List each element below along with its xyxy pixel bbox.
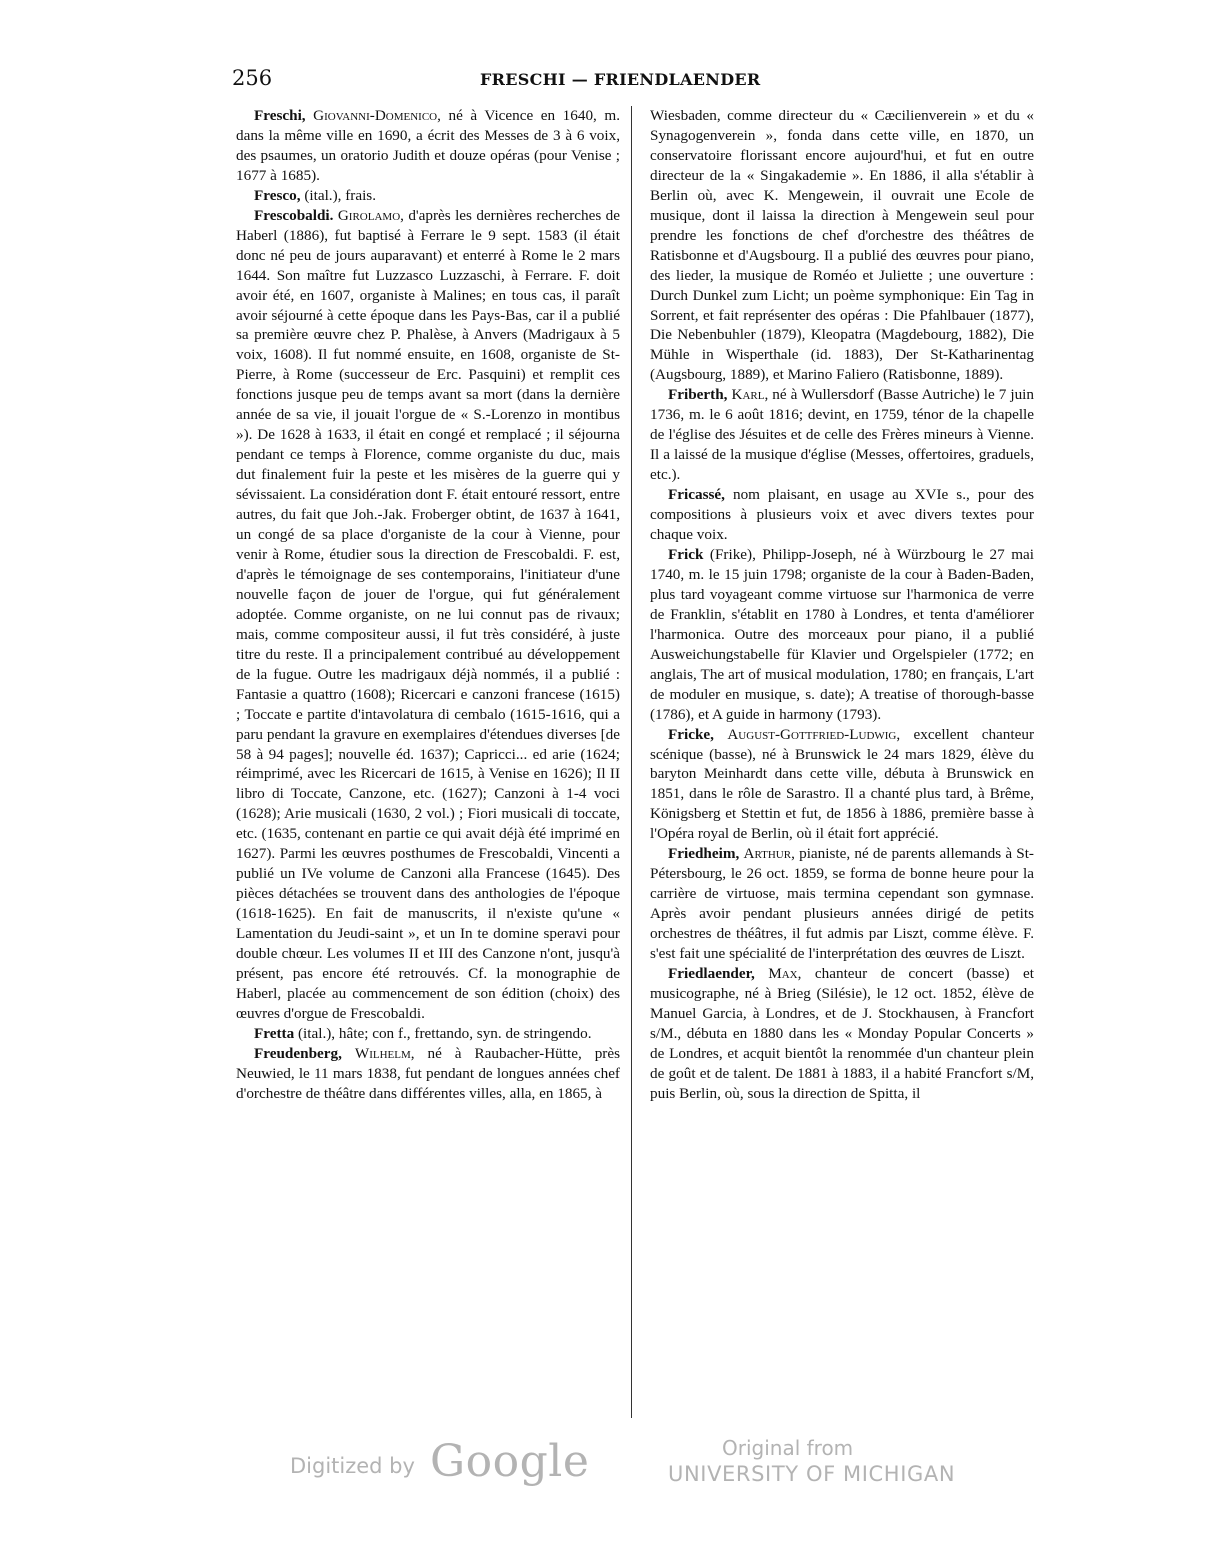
running-head: FRESCHI — FRIENDLAENDER (480, 70, 761, 89)
entry-forenames: Max (768, 964, 798, 982)
entry-headword: Friberth, (668, 386, 728, 404)
entry-text: , excellent chanteur scénique (basse), né à Brunswick le 24 mars 1829, élève du baryton Meinhardt dans cette ville, débuta à Brunswick en 1851, dans le rôle de Sarastro. Il a chanté plus tard, à Brême, Königsberg et Stettin et fut, de 1856 à 1886, première basse à l'Opéra royal de Berlin, où il était fort apprécié. (650, 725, 1035, 843)
entry-text: , né à Raubacher-Hütte, près Neuwied, le 11 mars 1838, fut pendant de longues années chef d'orchestre de théâtre dans différentes villes, alla, en 1865, à (236, 1044, 620, 1102)
entry-text: , né à Vicence en 1640, m. dans la même ville en 1690, a écrit des Messes de 3 à 6 voix, des psaumes, un oratorio Judith et douze opéras (pour Venise ; 1677 à 1685). (236, 107, 621, 184)
dictionary-entry (236, 1044, 620, 1104)
entry-forenames: August-Gottfried-Ludwig (727, 725, 897, 743)
dictionary-entry (650, 385, 1034, 485)
dictionary-entry (650, 485, 1034, 545)
entry-headword: Freudenberg, (254, 1044, 342, 1062)
entry-headword: Frick (668, 545, 704, 563)
page-header (230, 66, 1040, 98)
entry-forenames: Wilhelm (354, 1044, 411, 1062)
entry-text: , né à Wullersdorf (Basse Autriche) le 7 juin 1736, m. le 6 août 1816; devint, en 1759, ténor de la chapelle de l'église des Jésuites et de celle des Frères mineurs à Vienne. Il a laissé de la musique d'église (Messes, offertoires, graduels, etc.). (650, 386, 1034, 484)
page-number: 256 (232, 66, 273, 90)
digitized-by-label: Digitized by (290, 1454, 415, 1478)
google-logo: Google (430, 1436, 590, 1487)
dictionary-entry (650, 106, 1034, 385)
university-label: UNIVERSITY OF MICHIGAN (668, 1462, 956, 1486)
entry-headword: Friedlaender, (668, 964, 755, 982)
entry-text: Wiesbaden, comme directeur du « Cæcilienverein » et du « Synagogenverein », fonda dans cette ville, en 1870, un conservatoire florissant encore aujourd'hui, et fut en outre directeur de la « Singakademie ». En 1886, il alla s'établir à Berlin où, avec K. Mengewein, il ouvrait une Ecole de musique, dont il laissa la direction à Mengewein seul pour prendre les fonctions de chef d'orchestre des théâtres de Ratisbonne et d'Augsbourg. Il a publié des œuvres pour piano, des lieder, la musique de Roméo et Juliette ; une ouverture : Durch Dunkel zum Licht; un poème symphonique: Ein Tag in Sorrent, et fait représenter des opéras : Die Pfahlbauer (1877), Die Nebenbuhler (1879), Kleopatra (Magdebourg, 1882), Die Mühle in Wisperthale (id. 1883), Der St-Katharinentag (Augsbourg, 1889), et Marino Faliero (Ratisbonne, 1889). (650, 107, 1034, 384)
dictionary-entry (650, 545, 1034, 725)
entry-forenames: Karl (731, 386, 765, 404)
entry-text: (ital.), hâte; con f., frettando, syn. de stringendo. (294, 1024, 592, 1042)
column-divider (631, 106, 632, 1418)
entry-forenames: Girolamo (337, 206, 401, 224)
dictionary-entry (236, 1024, 620, 1044)
dictionary-entry (236, 206, 620, 1024)
dictionary-entry (236, 186, 620, 206)
left-column (236, 106, 620, 1104)
entry-headword: Fricke, (668, 725, 714, 743)
entry-headword: Friedheim, (668, 845, 740, 863)
entry-headword: Fresco, (254, 186, 301, 204)
dictionary-entry (650, 964, 1034, 1104)
dictionary-entry (650, 844, 1034, 964)
entry-text: (Frike), Philipp-Joseph, né à Würzbourg le 27 mai 1740, m. le 15 juin 1798; organiste de la cour à Baden-Baden, plus tard voyageant comme virtuose sur l'harmonica de verre de Franklin, s'établit en 1780 à Londres, et tenta d'améliorer l'harmonica. Outre des morceaux pour piano, il a publié Ausweichungstabelle für Klavier und Orgelspieler (1772; en anglais, The art of musical modulation, 1780; en français, L'art de moduler en musique, s. date); A treatise of thorough-basse (1786), et A guide in harmony (1793). (650, 545, 1034, 723)
entry-text: , chanteur de concert (basse) et musicographe, né à Brieg (Silésie), le 12 oct. 1852, élève de Manuel Garcia, à Londres, et de J. Stockhausen, à Francfort s/M., débuta en 1880 dans les « Monday Popular Concerts » de Londres, et acquit bientôt la renommée d'un chanteur plein de goût et de talent. De 1881 à 1883, il a habité Francfort s/M, puis Berlin, où, sous la direction de Spitta, il (650, 964, 1035, 1102)
original-from-label: Original from (722, 1436, 854, 1460)
entry-headword: Fricassé, (668, 486, 725, 504)
right-column (650, 106, 1034, 1104)
dictionary-entry (650, 725, 1034, 845)
scan-footer (0, 1436, 1207, 1506)
dictionary-entry (236, 106, 620, 186)
entry-text: , d'après les dernières recherches de Haberl (1886), fut baptisé à Ferrare le 9 sept. 1583 (il était donc né peu de jours auparavant) et enterré à Rome le 2 mars 1644. Son maître fut Luzzasco Luzzaschi, à Ferrare. F. doit avoir été, en 1607, organiste à Malines; en tous cas, il paraît avoir séjourné à cette époque dans les Pays-Bas, car il a publié sa première œuvre chez P. Phalèse, à Anvers (Madrigaux à 5 voix, 1608). Il fut nommé ensuite, en 1608, organiste de St-Pierre, à Rome (successeur de Erc. Pasquini) et remplit ces fonctions jusque peu de temps avant sa mort (dans la dernière année de sa vie, il jouait l'orgue de « S.-Lorenzo in montibus »). De 1628 à 1633, il était en congé et remplacé ; il séjourna pendant ce temps à Florence, comme organiste du duc, mais dut finalement fuir la peste et les misères de la guerre qui y sévissaient. La considération dont F. était entouré ressort, entre autres, du fait que Joh.-Jak. Froberger obtint, de 1637 à 1641, un congé de sa place d'organiste de la cour à Vienne, pour venir à Rome, étudier sous la direction de Frescobaldi. F. est, d'après le témoignage de ses contemporains, l'initiateur d'une nouvelle façon de jouer de l'orgue, qui fut généralement adoptée. Comme organiste, on ne lui connut pas de rivaux; mais, comme compositeur aussi, il fut très considéré, à juste titre du reste. Il a principalement contribué au développement de la fugue. Outre les madrigaux déjà nommés, il a publié : Fantasie a quattro (1608); Ricercari e canzoni francese (1615) ; Toccate e partite d'intavolatura di cembalo (1615-1616, qui a paru pendant la gravure en exemplaires d'étendues diverses [de 58 à 94 pages]; nouvelle éd. 1637); Capricci... ed arie (1624; réimprimé, avec les Ricercari de 1615, à Venise en 1626); Il II libro di Toccate, Canzone, etc. (1627); Canzoni à 1-4 voci (1628); Arie musicali (1630, 2 vol.) ; Fiori musicali di toccate, etc. (1635, contenant en partie ce qui avait déjà été imprimé en 1627). Parmi les œuvres posthumes de Frescobaldi, Vincenti a publié un IVe volume de Canzoni alla Francese (1645). Des pièces détachées se trouvent dans des anthologies de l'époque (1618-1625). En fait de manuscrits, il n'existe qu'une « Lamentation du Jeudi-saint », et un In te domine speravi pour double chœur. Les volumes II et III des Canzone n'ont, jusqu'à présent, pas encore été retrouvés. Cf. la monographie de Haberl, placée au commencement de son édition (choix) des œuvres d'orgue de Frescobaldi. (236, 206, 621, 1022)
entry-forenames: Giovanni-Domenico (313, 107, 438, 124)
entry-forenames: Arthur (743, 845, 792, 863)
entry-headword: Frescobaldi. (254, 206, 334, 224)
entry-text: , pianiste, né de parents allemands à St-Pétersbourg, le 26 oct. 1859, se forma de bonne heure pour la carrière de virtuose, mais termina cependant son gymnase. Après avoir pendant plusieurs années dirigé de petits orchestres de théâtres, il fut admis par Liszt, comme élève. F. s'est fait une spécialité de l'interprétation des œuvres de Liszt. (650, 845, 1034, 963)
entry-headword: Freschi, (254, 107, 306, 124)
entry-text: (ital.), frais. (300, 186, 377, 204)
entry-headword: Fretta (254, 1024, 295, 1042)
entry-text: nom plaisant, en usage au XVIe s., pour des compositions à plusieurs voix et avec divers textes pour chaque voix. (650, 486, 1034, 544)
